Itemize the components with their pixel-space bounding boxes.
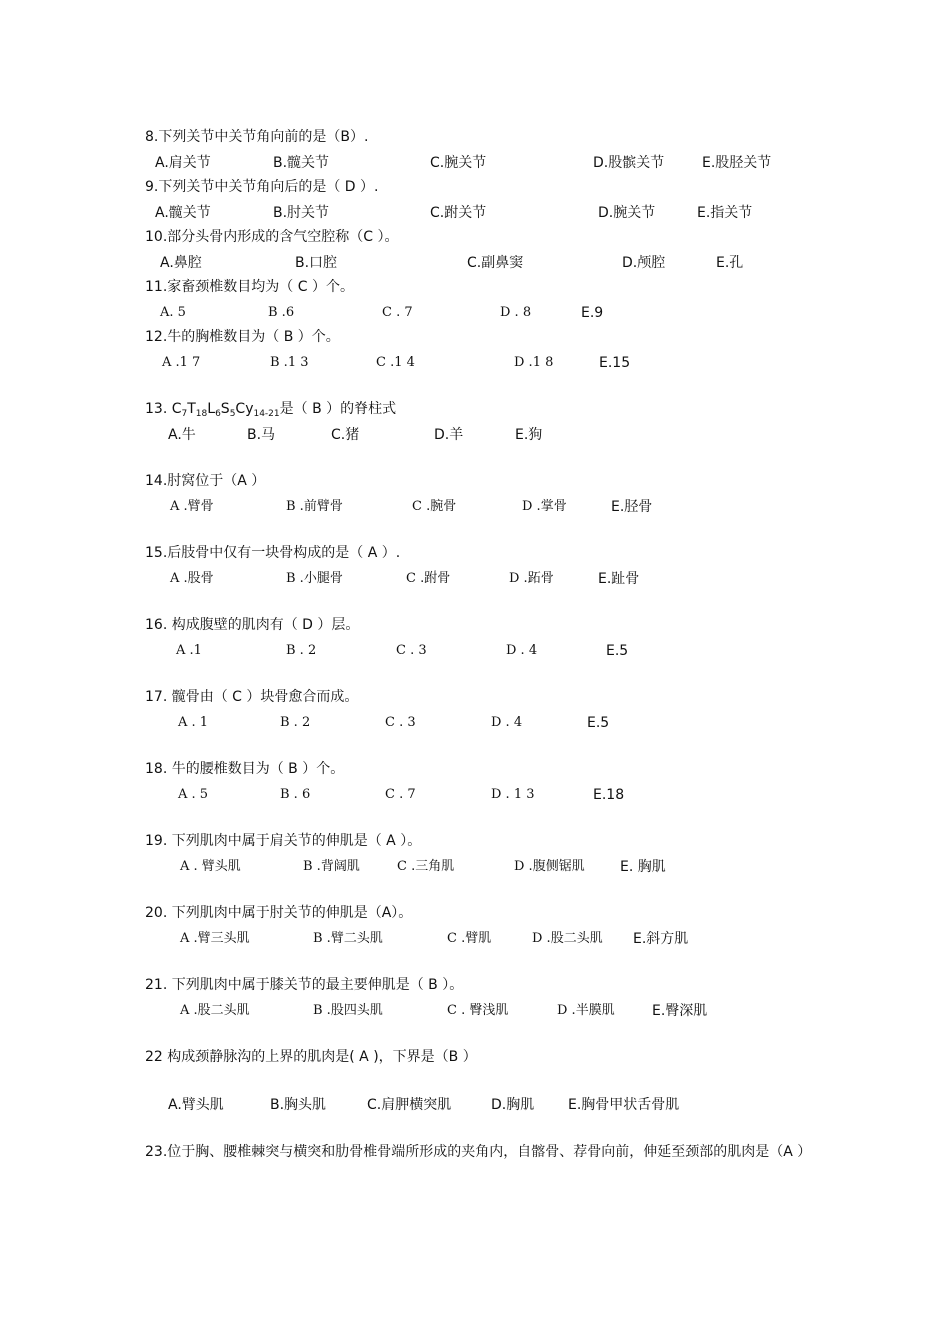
question-16-option-d: D . 4: [506, 643, 538, 658]
question-16-option-c: C . 3: [396, 643, 427, 658]
question-22-option-a: A.臂头肌: [168, 1097, 224, 1113]
question-14-option-e: E.胫骨: [611, 499, 653, 515]
question-9-option-b: B.肘关节: [273, 205, 330, 221]
question-18-option-e: E.18: [593, 787, 625, 803]
question-12-option-d: D .1 8: [514, 355, 554, 370]
question-14-option-a: A .臂骨: [170, 499, 214, 514]
question-13-option-b: B.马: [247, 427, 276, 443]
question-17-option-a: A . 1: [178, 715, 209, 730]
question-21-option-e: E.臀深肌: [652, 1003, 708, 1019]
question-9-stem: 9.下列关节中关节角向后的是（ D ）.: [145, 179, 379, 195]
formula-cy-count: 14-21: [253, 409, 280, 419]
question-8-option-b: B.髋关节: [273, 155, 330, 171]
question-22-option-b: B.胸头肌: [270, 1097, 327, 1113]
question-14-option-c: C .腕骨: [412, 499, 457, 514]
formula-t-count: 18: [195, 409, 208, 419]
question-8-option-e: E.股胫关节: [702, 155, 772, 171]
question-9-option-c: C.跗关节: [430, 205, 487, 221]
question-21-option-b: B .股四头肌: [313, 1003, 383, 1018]
question-17-option-e: E.5: [587, 715, 610, 731]
question-19-option-e: E. 胸肌: [620, 859, 666, 875]
question-19-option-c: C .三角肌: [397, 859, 455, 874]
question-12-option-a: A .1 7: [162, 355, 201, 370]
question-15-option-b: B .小腿骨: [286, 571, 343, 586]
question-13-stem: 13. $C_7T_{18}L_6S_5Cy_{14-21}$是（ B ）的脊柱式: [145, 401, 397, 419]
question-12-stem: 12.牛的胸椎数目为（ B ）个。: [145, 329, 340, 345]
question-8-option-c: C.腕关节: [430, 155, 487, 171]
question-10-option-e: E.孔: [716, 255, 744, 271]
question-22-stem: 22 构成颈静脉沟的上界的肌肉是( A )，下界是（B ）: [145, 1049, 477, 1065]
question-13-stem-prefix: 13. C: [145, 401, 182, 417]
question-22-option-d: D.胸肌: [491, 1097, 535, 1113]
question-13-option-a: A.牛: [168, 427, 196, 443]
question-16-option-e: E.5: [606, 643, 629, 659]
question-15-stem: 15.后肢骨中仅有一块骨构成的是（ A ）.: [145, 545, 401, 561]
question-20-option-c: C .臂肌: [447, 931, 492, 946]
question-11-stem: 11.家畜颈椎数目均为（ C ）个。: [145, 279, 354, 295]
question-15-option-d: D .跖骨: [509, 571, 554, 586]
question-10-option-a: A.鼻腔: [160, 255, 202, 271]
question-12-option-e: E.15: [599, 355, 631, 371]
question-10-option-c: C.副鼻窦: [467, 255, 524, 271]
question-20-stem: 20. 下列肌肉中属于肘关节的伸肌是（A）。: [145, 905, 413, 921]
question-22-option-c: C.肩胛横突肌: [367, 1097, 452, 1113]
question-16-stem: 16. 构成腹壁的肌肉有（ D ）层。: [145, 617, 360, 633]
question-12-option-c: C .1 4: [376, 355, 415, 370]
question-20-option-e: E.斜方肌: [633, 931, 689, 947]
question-23-stem: 23.位于胸、腰椎棘突与横突和肋骨椎骨端所形成的夹角内，自髂骨、荐骨向前，伸延至颈部的肌肉是（A ）: [145, 1144, 812, 1160]
formula-l-count: 6: [215, 409, 221, 419]
question-19-option-b: B .背阔肌: [303, 859, 360, 874]
question-17-option-c: C . 3: [385, 715, 416, 730]
question-18-option-d: D . 1 3: [491, 787, 535, 802]
question-21-option-c: C . 臀浅肌: [447, 1003, 509, 1018]
question-17-option-d: D . 4: [491, 715, 523, 730]
question-16-option-a: A .1: [176, 643, 202, 658]
question-13-stem-suffix: 是（ B ）的脊柱式: [279, 401, 397, 417]
question-18-option-b: B . 6: [280, 787, 311, 802]
formula-s-count: 5: [229, 409, 236, 419]
question-15-option-c: C .跗骨: [406, 571, 451, 586]
question-9-option-d: D.腕关节: [598, 205, 656, 221]
question-17-option-b: B . 2: [280, 715, 311, 730]
question-16-option-b: B . 2: [286, 643, 317, 658]
question-8-option-d: D.股髌关节: [593, 155, 665, 171]
question-19-stem: 19. 下列肌肉中属于肩关节的伸肌是（ A ）。: [145, 833, 422, 849]
question-14-option-d: D .掌骨: [522, 499, 567, 514]
question-15-option-e: E.趾骨: [598, 571, 640, 587]
question-9-option-e: E.指关节: [697, 205, 753, 221]
question-11-option-d: D . 8: [500, 305, 532, 320]
question-11-option-e: E.9: [581, 305, 604, 321]
question-21-stem: 21. 下列肌肉中属于膝关节的最主要伸肌是（ B ）。: [145, 977, 464, 993]
question-21-option-d: D .半膜肌: [557, 1003, 615, 1018]
formula-c-count: 7: [181, 409, 188, 419]
question-15-option-a: A .股骨: [170, 571, 214, 586]
question-13-option-e: E.狗: [515, 427, 543, 443]
question-14-stem: 14.肘窝位于（A ）: [145, 473, 266, 489]
question-8-option-a: A.肩关节: [155, 155, 211, 171]
question-9-option-a: A.髋关节: [155, 205, 211, 221]
question-11-option-b: B .6: [268, 305, 295, 320]
question-21-option-a: A .股二头肌: [180, 1003, 250, 1018]
question-10-option-d: D.颅腔: [622, 255, 666, 271]
question-8-stem: 8.下列关节中关节角向前的是（B）.: [145, 129, 369, 145]
question-20-option-a: A .臂三头肌: [180, 931, 250, 946]
question-20-option-d: D .股二头肌: [532, 931, 603, 946]
question-11-option-c: C . 7: [382, 305, 413, 320]
question-18-stem: 18. 牛的腰椎数目为（ B ）个。: [145, 761, 345, 777]
question-10-stem: 10.部分头骨内形成的含气空腔称（C ）。: [145, 229, 399, 245]
question-20-option-b: B .臂二头肌: [313, 931, 383, 946]
question-14-option-b: B .前臂骨: [286, 499, 343, 514]
question-19-option-a: A . 臂头肌: [180, 859, 241, 874]
question-13-option-d: D.羊: [434, 427, 464, 443]
question-10-option-b: B.口腔: [295, 255, 338, 271]
question-18-option-c: C . 7: [385, 787, 416, 802]
question-11-option-a: A. 5: [160, 305, 186, 320]
question-17-stem: 17. 髋骨由（ C ）块骨愈合而成。: [145, 689, 359, 705]
question-12-option-b: B .1 3: [270, 355, 309, 370]
question-22-option-e: E.胸骨甲状舌骨肌: [568, 1097, 680, 1113]
question-18-option-a: A . 5: [178, 787, 209, 802]
question-13-option-c: C.猪: [331, 427, 360, 443]
question-19-option-d: D .腹侧锯肌: [514, 859, 585, 874]
